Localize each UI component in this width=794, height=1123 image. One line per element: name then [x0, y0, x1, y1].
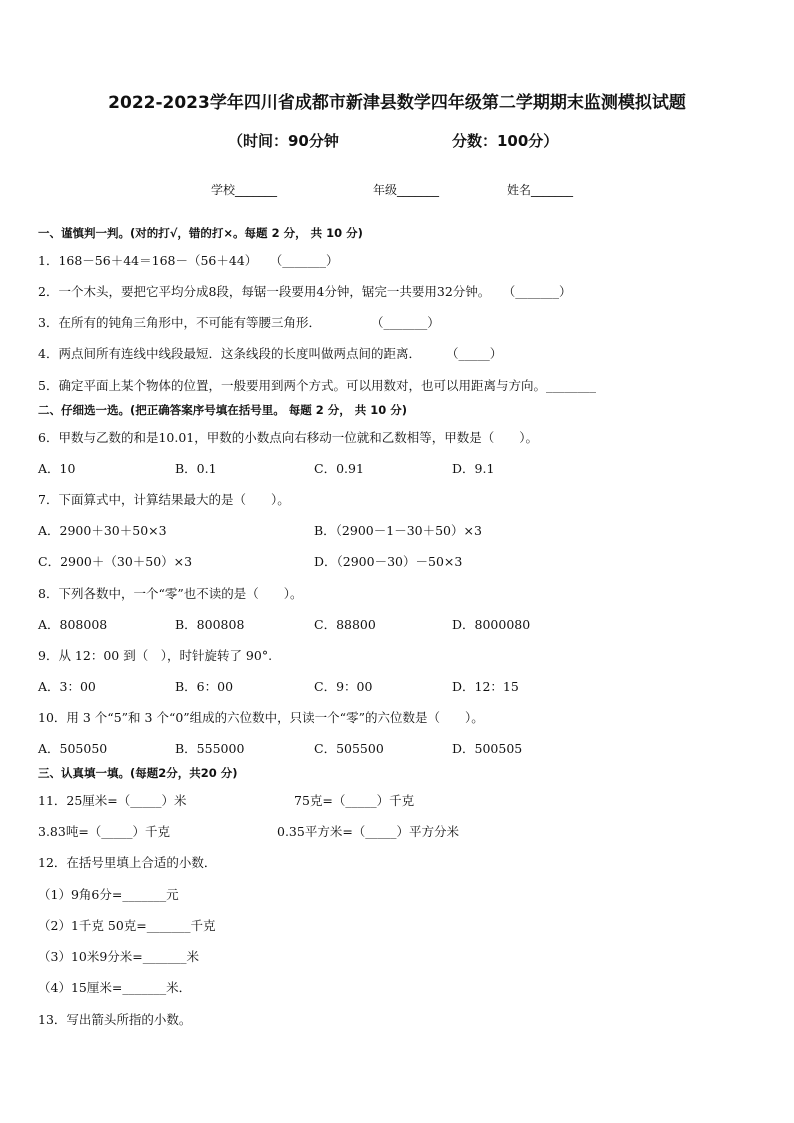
- section-heading-fill: 三、认真填一填。(每题2分，共20 分): [38, 766, 238, 780]
- q7-option-a: A．2900＋30＋50×3: [38, 523, 167, 538]
- q9-option-d: D．12：15: [452, 679, 519, 694]
- section-heading-judge: 一、谨慎判一判。(对的打√，错的打×。每题 2 分， 共 10 分): [38, 226, 363, 240]
- q9-option-a: A．3：00: [38, 679, 96, 694]
- q7-option-c: C．2900＋（30＋50）×3: [38, 554, 193, 569]
- question-11-c: 3.83吨=（_____）千克: [38, 824, 171, 839]
- question-10: 10．用 3 个“5”和 3 个“0”组成的六位数中，只读一个“零”的六位数是（ ）。: [38, 710, 484, 725]
- question-6: 6．甲数与乙数的和是10.01，甲数的小数点向右移动一位就和乙数相等，甲数是（ ）。: [38, 430, 538, 445]
- q9-option-b: B．6：00: [175, 679, 234, 694]
- grade-field: 年级_______: [373, 183, 440, 197]
- q7-option-b: B．（2900－1－30＋50）×3: [314, 523, 482, 538]
- q6-option-d: D．9.1: [452, 461, 495, 476]
- school-field: 学校_______: [211, 183, 278, 197]
- q8-option-d: D．8000080: [452, 617, 531, 632]
- question-12-4: （4）15厘米=_______米．: [38, 980, 192, 995]
- question-12: 12．在括号里填上合适的小数．: [38, 855, 217, 870]
- question-7: 7．下面算式中，计算结果最大的是（ ）。: [38, 492, 290, 507]
- question-9: 9．从 12：00 到（ ），时针旋转了 90°.: [38, 648, 273, 663]
- q10-option-b: B．555000: [175, 741, 245, 756]
- question-13: 13．写出箭头所指的小数。: [38, 1012, 192, 1027]
- q7-option-d: D．（2900－30）－50×3: [314, 554, 463, 569]
- question-4: 4．两点间所有连线中线段最短．这条线段的长度叫做两点间的距离． （_____）: [38, 346, 503, 361]
- name-field: 姓名_______: [507, 183, 574, 197]
- q10-option-d: D．500505: [452, 741, 523, 756]
- question-3: 3．在所有的钝角三角形中，不可能有等腰三角形． （_______）: [38, 315, 440, 330]
- exam-score: 分数：100分）: [452, 132, 559, 150]
- q8-option-b: B．800808: [175, 617, 245, 632]
- q6-option-b: B．0.1: [175, 461, 217, 476]
- q6-option-a: A．10: [38, 461, 76, 476]
- question-11-a: 11．25厘米=（_____）米: [38, 793, 187, 808]
- q10-option-a: A．505050: [38, 741, 108, 756]
- question-11-d: 0.35平方米=（_____）平方分米: [277, 824, 460, 839]
- q8-option-c: C．88800: [314, 617, 376, 632]
- q9-option-c: C．9：00: [314, 679, 373, 694]
- question-12-1: （1）9角6分=_______元: [38, 887, 179, 902]
- exam-time: （时间：90分钟: [228, 132, 339, 150]
- q10-option-c: C．505500: [314, 741, 384, 756]
- question-12-2: （2）1千克 50克=_______千克: [38, 918, 216, 933]
- page-title: 2022-2023学年四川省成都市新津县数学四年级第二学期期末监测模拟试题: [108, 93, 686, 113]
- q6-option-c: C．0.91: [314, 461, 364, 476]
- question-11-b: 75克=（_____）千克: [294, 793, 415, 808]
- question-2: 2．一个木头，要把它平均分成8段，每锯一段要用4分钟，锯完一共要用32分钟。 （_______）: [38, 284, 572, 299]
- question-12-3: （3）10米9分米=_______米: [38, 949, 200, 964]
- question-8: 8．下列各数中，一个“零”也不读的是（ ）。: [38, 586, 303, 601]
- section-heading-choose: 二、仔细选一选。(把正确答案序号填在括号里。 每题 2 分， 共 10 分): [38, 403, 408, 417]
- question-1: 1．168－56＋44＝168－（56＋44） （_______）: [38, 253, 339, 268]
- q8-option-a: A．808008: [38, 617, 108, 632]
- question-5: 5．确定平面上某个物体的位置，一般要用到两个方式。可以用数对，也可以用距离与方向。________: [38, 378, 596, 393]
